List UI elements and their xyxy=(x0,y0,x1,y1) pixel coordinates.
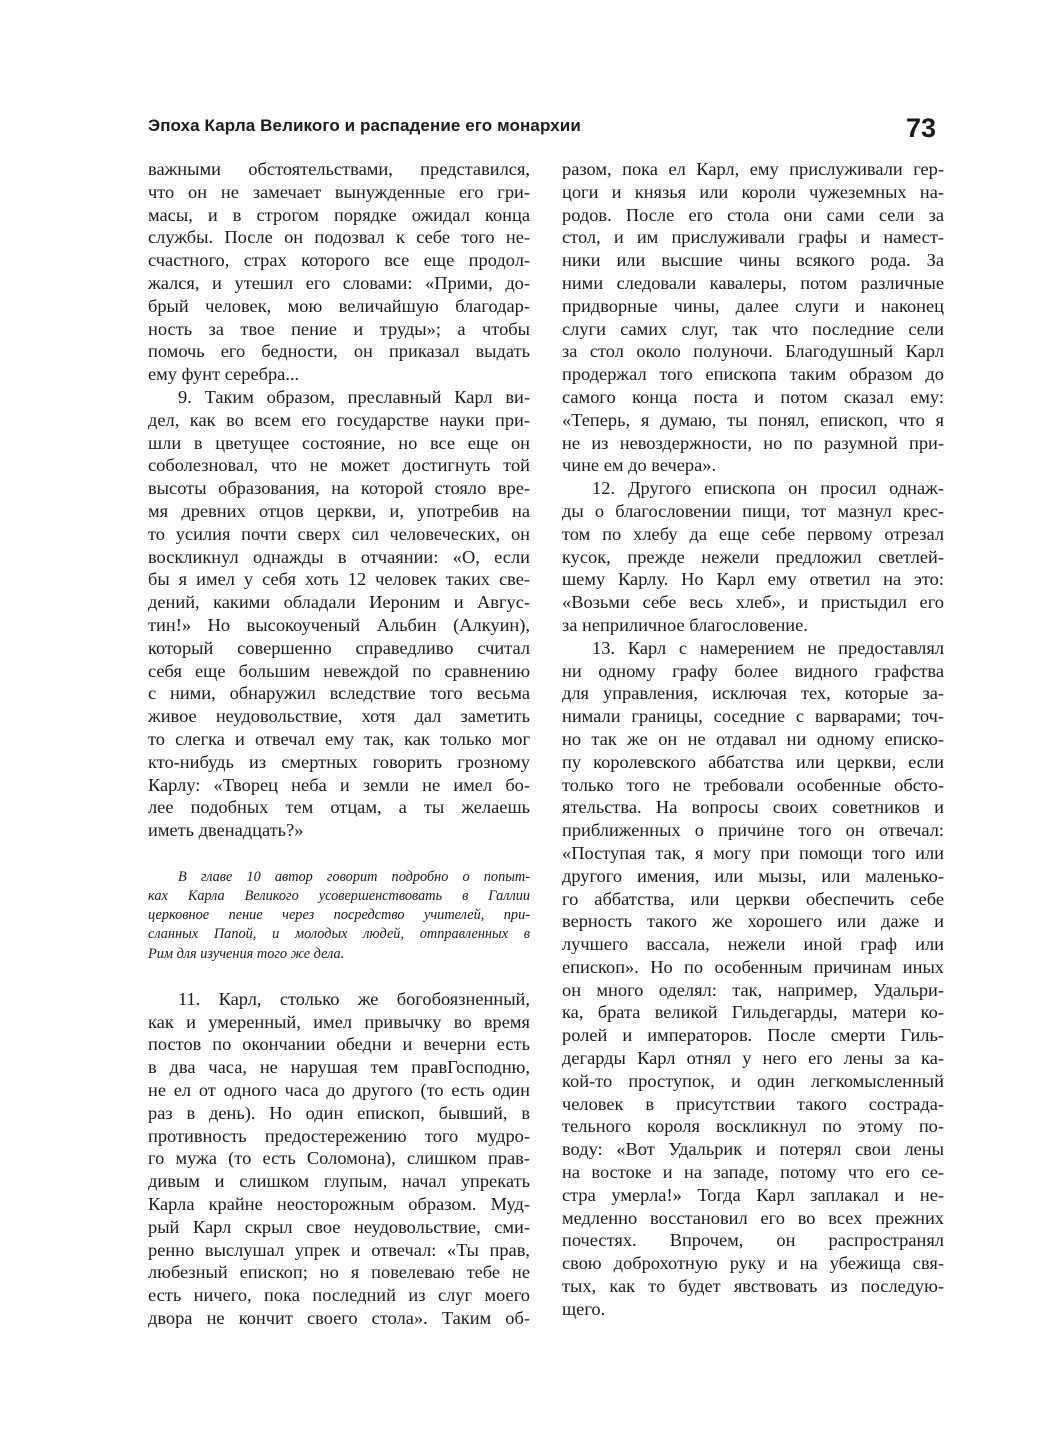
text-line: воскликнул однажды в отчаянии: «О, если xyxy=(148,546,530,567)
text-line: то усилия почти сверх сил человеческих, он xyxy=(148,523,530,544)
text-line: за стол около полуночи. Благодушный Карл xyxy=(562,341,944,362)
note-line: церковное пение через посредство учителей, при- xyxy=(148,907,530,924)
text-line: живое неудовольствие, хотя дал заметить xyxy=(148,706,530,727)
text-line: то слегка и отвечал ему так, как только мог xyxy=(148,728,530,749)
text-line: ему фунт серебра... xyxy=(148,364,300,385)
text-line: пу королевского аббатства или церкви, если xyxy=(562,751,944,772)
text-line: го аббатства, или церкви обеспечить себе xyxy=(562,888,944,909)
text-line: он много оделял: так, например, Удальри- xyxy=(562,979,944,1000)
text-line: который совершенно справедливо считал xyxy=(148,637,530,658)
text-line: брый человек, мою величайшую благодар- xyxy=(148,295,530,316)
text-line: свою доброхотную руку и на убежища свя- xyxy=(562,1253,944,1274)
text-line: шему Карлу. Но Карл ему ответил на это: xyxy=(562,569,944,590)
text-line: епископ». Но по особенным причинам иных xyxy=(562,956,944,977)
text-line: бы я имел у себя хоть 12 человек таких све- xyxy=(148,569,530,590)
text-line: «Теперь, я думаю, ты понял, епископ, что я xyxy=(562,409,944,430)
text-line: себя еще большим невеждой по сравнению xyxy=(148,660,530,681)
right-text-block xyxy=(562,158,944,1321)
text-line: но так же он не отдавал ни одному еписко- xyxy=(562,728,944,749)
text-line: иметь двенадцать?» xyxy=(148,820,304,841)
text-line: самого конца поста и потом сказал ему: xyxy=(562,386,944,407)
page-number: 73 xyxy=(906,113,937,143)
note-line: сланных Папой, и молодых людей, отправленных в xyxy=(148,926,530,943)
text-line: жался, и утешил его словами: «Прими, до- xyxy=(148,272,530,293)
text-line: чине ем до вечера». xyxy=(562,455,717,476)
text-line: есть ничего, пока последний из слуг моего xyxy=(148,1285,530,1306)
text-line: шли в цветущее состояние, но все еще он xyxy=(148,432,530,453)
text-line: только того не требовали особенные обсто- xyxy=(562,774,944,795)
text-line: двора не кончит своего стола». Таким об- xyxy=(148,1308,530,1328)
text-line: мя древних отцов церкви, и, употребив на xyxy=(148,500,530,521)
text-line: как и умеренный, имел привычку во время xyxy=(148,1011,530,1032)
text-line: придворные чины, далее слуги и наконец xyxy=(562,295,944,316)
text-line: дегарды Карл отнял у него его лены за ка- xyxy=(562,1048,944,1069)
text-line: медленно восстановил его во всех прежних xyxy=(562,1207,944,1228)
right-column xyxy=(562,158,944,1321)
text-line: тельного короля воскликнул по этому по- xyxy=(562,1116,944,1137)
text-line: что он не замечает вынужденные его гри- xyxy=(148,181,530,202)
text-line: воду: «Вот Удальрик и потерял свои лены xyxy=(562,1139,944,1160)
text-line: кой-то проступок, и один легкомысленный xyxy=(562,1070,944,1091)
text-line: с ними, обнаружил вследствие того весьма xyxy=(148,683,530,704)
text-line: любезный епископ; но я повелеваю тебе не xyxy=(148,1262,530,1283)
text-line: продержал того епископа таким образом до xyxy=(562,364,944,385)
editorial-note xyxy=(148,868,530,964)
text-line: цоги и князья или короли чужеземных на- xyxy=(562,181,944,202)
text-line: рый Карл скрыл свое неудовольствие, сми- xyxy=(148,1216,530,1237)
text-line: за неприличное благословение. xyxy=(562,614,808,635)
text-line: счастного, страх которого все еще продол- xyxy=(148,250,530,271)
text-line: лее подобных тем отцам, а ты желаешь xyxy=(148,797,530,818)
text-line: высоты образования, на которой стояло вре- xyxy=(148,478,530,499)
text-line: «Поступая так, я могу при помощи того или xyxy=(562,842,944,863)
text-line: дел, как во всем его государстве науки при- xyxy=(148,409,530,430)
text-line: не ел от одного часа до другого (то есть один xyxy=(148,1080,530,1101)
text-line: не из невоздержности, но по разумной при- xyxy=(562,432,944,453)
text-line: 13. Карл с намерением не предоставлял xyxy=(592,637,944,658)
text-line: лучшего вассала, нежели иной граф или xyxy=(562,934,944,955)
text-line: ни одному графу более видного графства xyxy=(562,660,944,681)
text-line: кто-нибудь из смертных говорить грозному xyxy=(148,751,530,772)
text-line: верность такого же хорошего или даже и xyxy=(562,911,944,932)
text-line: ды о благословении пищи, тот мазнул крес- xyxy=(562,500,944,521)
text-line: ники или высшие чины всякого рода. За xyxy=(562,250,944,271)
text-line: раз в день). Но один епископ, бывший, в xyxy=(148,1102,530,1123)
text-line: дивым и слишком глупым, начал упрекать xyxy=(148,1171,530,1192)
text-line: противность предостережению того мудро- xyxy=(148,1125,530,1146)
note-line: ках Карла Великого усовершенствовать в Галлии xyxy=(148,888,530,905)
note-line: Рим для изучения того же дела. xyxy=(148,945,345,962)
text-line: тых, как то будет явствовать из последую- xyxy=(562,1276,944,1297)
text-line: для управления, исключая тех, которые за- xyxy=(562,683,944,704)
note-line: В главе 10 автор говорит подробно о попыт- xyxy=(178,868,530,885)
text-line: стол, и им прислуживали графы и намест- xyxy=(562,227,944,248)
left-column xyxy=(148,158,530,1330)
text-line: в два часа, не нарушая тем правГосподню, xyxy=(148,1057,530,1078)
text-line: стра умерла!» Тогда Карл заплакал и не- xyxy=(562,1184,944,1205)
text-line: приближенных о причине того он отвечал: xyxy=(562,820,944,841)
text-line: ними следовали кавалеры, потом различные xyxy=(562,272,944,293)
text-line: на востоке и на западе, потому что его се- xyxy=(562,1162,944,1183)
text-line: ность за твое пение и труды»; а чтобы xyxy=(148,318,530,339)
left-text-block-2 xyxy=(148,988,530,1330)
text-line: щего. xyxy=(562,1298,606,1319)
text-line: го мужа (то есть Соломона), слишком прав- xyxy=(148,1148,530,1169)
text-line: соболезновал, что не может достигнуть той xyxy=(148,455,530,476)
text-line: ятельства. На вопросы своих советников и xyxy=(562,797,944,818)
text-line: слуги самих слуг, так что последние сели xyxy=(562,318,944,339)
text-line: важными обстоятельствами, представился, xyxy=(148,159,530,179)
text-line: Карла крайне неосторожным образом. Муд- xyxy=(148,1194,530,1215)
text-line: том по хлебу да еще себе первому отрезал xyxy=(562,523,944,544)
text-line: «Возьми себе весь хлеб», и пристыдил его xyxy=(562,592,944,613)
text-line: нимали границы, соседние с варварами; точ- xyxy=(562,706,944,727)
text-line: почестях. Впрочем, он распространял xyxy=(562,1230,944,1251)
text-line: кусок, прежде нежели предложил светлей- xyxy=(562,546,944,567)
text-line: человек в присутствии такого сострада- xyxy=(562,1093,944,1114)
text-line: 9. Таким образом, преславный Карл ви- xyxy=(178,386,530,407)
text-line: 12. Другого епископа он просил однаж- xyxy=(592,478,944,499)
running-title: Эпоха Карла Великого и распадение его монархии xyxy=(148,116,581,135)
text-line: разом, пока ел Карл, ему прислуживали гер- xyxy=(562,159,944,179)
text-line: Карлу: «Творец неба и земли не имел бо- xyxy=(148,774,530,795)
text-line: другого имения, или мызы, или маленько- xyxy=(562,865,944,886)
text-line: ка, брата великой Гильдегарды, матери ко- xyxy=(562,1002,944,1023)
text-line: масы, и в строгом порядке ожидал конца xyxy=(148,204,530,225)
text-line: помочь его бедности, он приказал выдать xyxy=(148,341,530,362)
text-line: родов. После его стола они сами сели за xyxy=(562,204,944,225)
text-line: 11. Карл, столько же богобоязненный, xyxy=(178,988,530,1009)
text-line: ролей и императоров. После смерти Гиль- xyxy=(562,1025,944,1046)
text-line: службы. После он подозвал к себе того не- xyxy=(148,227,530,248)
text-line: ренно выслушал упрек и отвечал: «Ты прав, xyxy=(148,1239,530,1260)
text-line: дений, какими обладали Иероним и Авгус- xyxy=(148,592,530,613)
text-line: постов по окончании обедни и вечерни есть xyxy=(148,1034,530,1055)
text-line: тин!» Но высокоученый Альбин (Алкуин), xyxy=(148,614,530,635)
left-text-block-1 xyxy=(148,158,530,842)
